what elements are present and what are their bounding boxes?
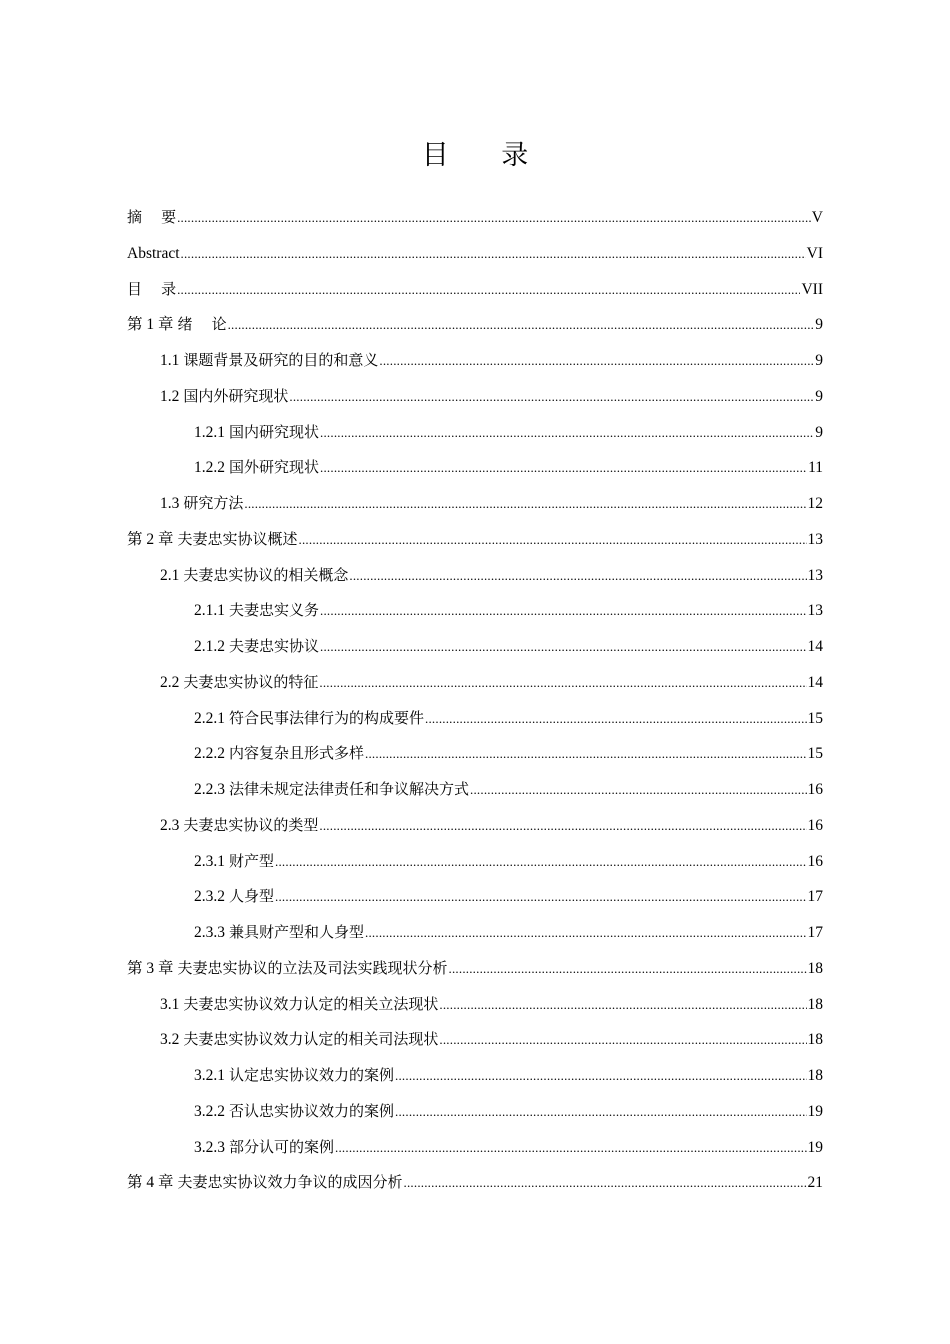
toc-entry-number: 3.2.3 <box>194 1138 225 1156</box>
toc-entry-page-number: 16 <box>807 852 823 870</box>
toc-entry-page-number: 13 <box>807 530 823 548</box>
toc-entry-label: 研究方法 <box>183 494 244 512</box>
toc-entry[interactable] <box>127 844 823 880</box>
toc-entry-number: 1.3 <box>160 495 180 512</box>
toc-entry-page-number: 19 <box>807 1102 823 1120</box>
dot-leader <box>244 486 806 522</box>
dot-leader <box>275 879 806 915</box>
toc-entry-page-number: VI <box>806 244 823 262</box>
toc-entry-page-number: 18 <box>807 1067 823 1084</box>
toc-entry-label: 夫妻忠实协议效力认定的相关司法现状 <box>183 1030 439 1049</box>
toc-entry-page-number: 15 <box>807 709 823 727</box>
toc-entry-label: 国外研究现状 <box>229 458 320 477</box>
toc-entry-page-number: 12 <box>807 495 823 512</box>
toc-entry-page-number: 18 <box>807 959 823 977</box>
dot-leader <box>320 593 806 629</box>
toc-entry-page-number: 14 <box>807 638 823 655</box>
dot-leader <box>319 665 806 701</box>
toc-entry-label: 国内研究现状 <box>229 422 320 441</box>
toc-entry-label: 否认忠实协议效力的案例 <box>229 1101 395 1120</box>
toc-entry-number: 3.1 <box>160 995 180 1013</box>
dot-leader <box>177 200 811 236</box>
toc-entry-number: 2.2 <box>160 673 180 691</box>
table-of-contents <box>127 200 823 1201</box>
toc-entry-page-number: 13 <box>807 602 823 620</box>
dot-leader <box>177 272 800 308</box>
toc-entry[interactable] <box>127 236 823 272</box>
toc-entry[interactable] <box>127 379 823 415</box>
toc-entry-page-number: V <box>811 209 823 226</box>
dot-leader <box>365 736 806 772</box>
toc-entry[interactable] <box>127 415 823 451</box>
toc-entry-page-number: 9 <box>815 316 823 334</box>
dot-leader <box>365 915 806 951</box>
toc-entry-page-number: VII <box>801 280 823 298</box>
dot-leader <box>470 772 806 808</box>
toc-entry-label: 财产型 <box>229 851 275 870</box>
toc-entry-label: 夫妻忠实义务 <box>229 601 320 620</box>
toc-entry-page-number: 9 <box>815 387 823 405</box>
toc-entry-label: 法律未规定法律责任和争议解决方式 <box>229 780 470 798</box>
dot-leader <box>395 1094 806 1130</box>
dot-leader <box>349 558 806 594</box>
toc-entry-number: 第 3 章 <box>127 959 174 977</box>
toc-entry[interactable] <box>127 486 823 522</box>
toc-entry-number: 第 2 章 <box>127 530 174 548</box>
toc-entry[interactable] <box>127 593 823 629</box>
toc-entry[interactable] <box>127 272 823 308</box>
toc-entry[interactable] <box>127 1022 823 1058</box>
toc-entry[interactable] <box>127 343 823 379</box>
toc-entry-number: 1.2 <box>160 387 180 405</box>
toc-entry-number: 2.3 <box>160 816 180 834</box>
toc-entry-page-number: 16 <box>807 781 823 798</box>
toc-entry[interactable] <box>127 701 823 737</box>
toc-entry-number: 2.3.2 <box>194 888 225 906</box>
toc-entry-number: 2.2.3 <box>194 781 225 798</box>
toc-entry-number: 2.1.2 <box>194 638 225 655</box>
toc-entry[interactable] <box>127 1058 823 1094</box>
toc-entry[interactable] <box>127 879 823 915</box>
toc-entry[interactable] <box>127 772 823 808</box>
dot-leader <box>425 701 806 737</box>
toc-entry-page-number: 9 <box>815 423 823 441</box>
dot-leader <box>275 844 806 880</box>
dot-leader <box>299 522 807 558</box>
toc-entry-page-number: 14 <box>807 673 823 691</box>
toc-entry-label: 夫妻忠实协议的立法及司法实践现状分析 <box>177 958 448 977</box>
toc-entry-number: 第 1 章 <box>127 316 174 334</box>
toc-entry-number: 2.1 <box>160 566 180 584</box>
dot-leader <box>320 415 814 451</box>
toc-entry-number: 3.2 <box>160 1031 180 1049</box>
toc-entry-label: 夫妻忠实协议概述 <box>177 529 298 548</box>
page-title: 目 录 <box>421 140 551 171</box>
toc-entry[interactable] <box>127 987 823 1023</box>
toc-entry-number: 3.2.1 <box>194 1067 225 1084</box>
toc-entry-label: 符合民事法律行为的构成要件 <box>229 708 425 727</box>
toc-entry[interactable] <box>127 307 823 343</box>
toc-entry-number: 第 4 章 <box>127 1174 174 1192</box>
toc-entry-number: 2.3.1 <box>194 852 225 870</box>
dot-leader <box>379 343 814 379</box>
dot-leader <box>228 307 815 343</box>
toc-entry[interactable] <box>127 200 823 236</box>
toc-entry-label: Abstract <box>127 244 180 262</box>
toc-entry-number: 2.2.1 <box>194 709 225 727</box>
toc-entry[interactable] <box>127 450 823 486</box>
toc-entry[interactable] <box>127 1165 823 1201</box>
toc-entry-page-number: 21 <box>807 1174 823 1192</box>
toc-entry-label: 夫妻忠实协议效力认定的相关立法现状 <box>183 994 439 1013</box>
toc-entry[interactable] <box>127 522 823 558</box>
toc-entry-label: 夫妻忠实协议 <box>229 637 320 655</box>
dot-leader <box>335 1130 806 1166</box>
toc-entry-page-number: 9 <box>815 352 823 369</box>
toc-entry-label: 人身型 <box>229 887 275 906</box>
toc-entry[interactable] <box>127 1130 823 1166</box>
dot-leader <box>320 450 807 486</box>
toc-entry-page-number: 16 <box>807 816 823 834</box>
toc-entry-page-number: 17 <box>807 924 823 941</box>
dot-leader <box>395 1058 806 1094</box>
toc-entry[interactable] <box>127 951 823 987</box>
toc-entry-label: 认定忠实协议效力的案例 <box>229 1066 395 1084</box>
toc-entry-label: 部分认可的案例 <box>229 1137 335 1156</box>
toc-entry-page-number: 17 <box>807 888 823 906</box>
toc-entry-number: 2.3.3 <box>194 924 225 941</box>
toc-entry-number: 2.2.2 <box>194 745 225 763</box>
toc-entry-page-number: 18 <box>807 1031 823 1049</box>
toc-entry-label: 兼具财产型和人身型 <box>229 923 365 941</box>
dot-leader <box>319 808 806 844</box>
dot-leader <box>439 987 806 1023</box>
toc-entry-label: 绪 论 <box>177 315 227 334</box>
toc-entry-label: 国内外研究现状 <box>183 386 289 405</box>
toc-entry-page-number: 13 <box>807 566 823 584</box>
toc-entry-number: 1.1 <box>160 352 180 369</box>
toc-entry[interactable] <box>127 915 823 951</box>
dot-leader <box>439 1022 806 1058</box>
toc-entry[interactable] <box>127 1094 823 1130</box>
toc-entry-label: 内容复杂且形式多样 <box>229 744 365 763</box>
toc-entry-page-number: 19 <box>807 1138 823 1156</box>
toc-entry-page-number: 18 <box>807 995 823 1013</box>
toc-entry[interactable] <box>127 736 823 772</box>
toc-entry-page-number: 15 <box>807 745 823 763</box>
toc-entry-label: 摘 要 <box>127 208 177 226</box>
toc-entry[interactable] <box>127 808 823 844</box>
toc-entry-number: 1.2.1 <box>194 423 225 441</box>
toc-entry-label: 夫妻忠实协议效力争议的成因分析 <box>177 1173 403 1192</box>
dot-leader <box>289 379 814 415</box>
toc-entry[interactable] <box>127 665 823 701</box>
toc-entry-label: 夫妻忠实协议的特征 <box>183 672 319 691</box>
dot-leader <box>404 1165 807 1201</box>
toc-entry-label: 夫妻忠实协议的相关概念 <box>183 565 349 584</box>
toc-entry-label: 目 录 <box>127 279 177 298</box>
toc-entry-label: 课题背景及研究的目的和意义 <box>183 351 379 369</box>
toc-entry-number: 3.2.2 <box>194 1102 225 1120</box>
toc-entry-number: 1.2.2 <box>194 459 225 477</box>
dot-leader <box>181 236 806 272</box>
toc-entry[interactable] <box>127 558 823 594</box>
toc-entry-label: 夫妻忠实协议的类型 <box>183 815 319 834</box>
dot-leader <box>320 629 806 665</box>
toc-entry[interactable] <box>127 629 823 665</box>
dot-leader <box>449 951 807 987</box>
toc-entry-number: 2.1.1 <box>194 602 225 620</box>
toc-entry-page-number: 11 <box>808 459 823 477</box>
